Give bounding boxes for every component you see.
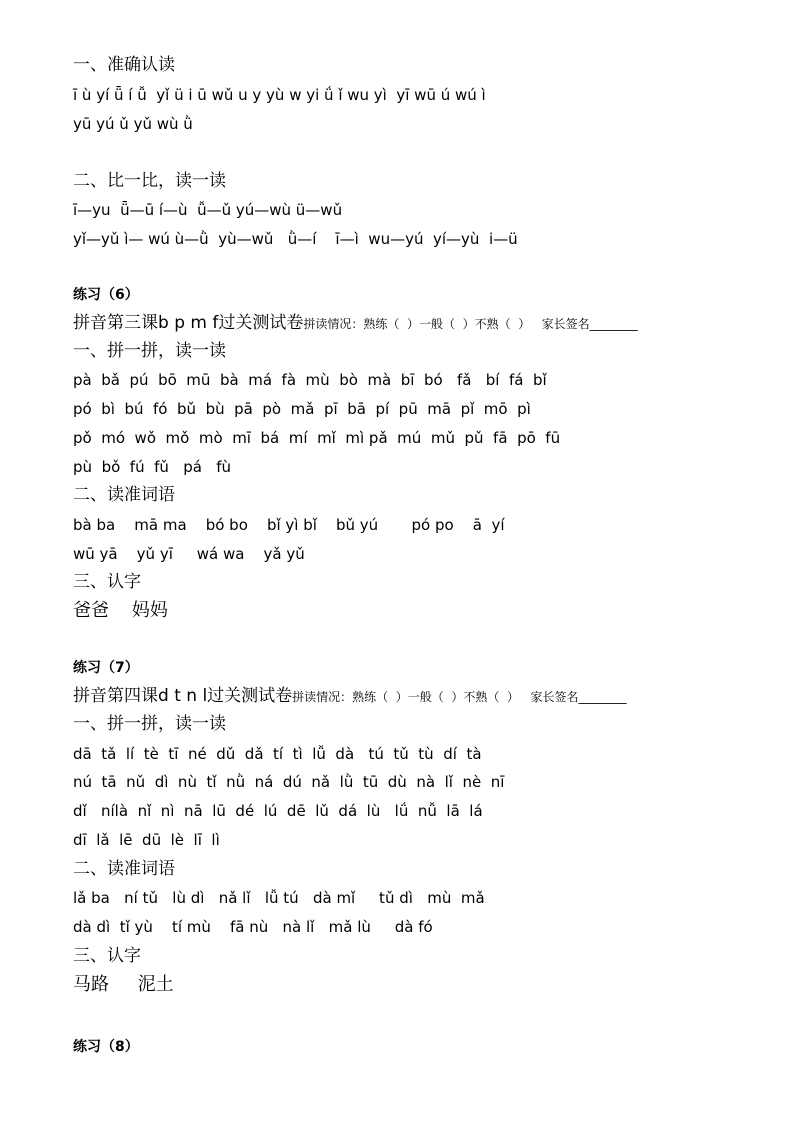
- pinyin-row: pó bì bú fó bǔ bù pā pò mǎ pī bā pí pū mā pǐ mō pì: [73, 400, 531, 418]
- pinyin-row: nú tā nǔ dì nù tǐ nǜ ná dú nǎ lǜ tū dù nà lǐ nè nī: [73, 773, 505, 791]
- heading: 二、比一比，读一读: [73, 171, 226, 191]
- pinyin-row: dī lǎ lē dū lè lī lì: [73, 831, 220, 849]
- pinyin-row: pǒ mó wǒ mǒ mò mī bá mí mǐ mì pǎ mú mǔ pǔ fā pō fū: [73, 429, 561, 447]
- pinyin-row: pà bǎ pú bō mū bà má fà mù bò mà bī bó fǎ bí fá bǐ: [73, 371, 547, 389]
- heading: 二、读准词语: [73, 485, 175, 505]
- word-row: dà dì tǐ yù tí mù fā nù nà lǐ mǎ lù dà fó: [73, 918, 433, 936]
- word-row: lǎ ba ní tǔ lù dì nǎ lǐ lǚ tú dà mǐ tǔ dì mù mǎ: [73, 889, 485, 907]
- word-row: bà ba mā ma bó bo bǐ yì bǐ bǔ yú pó po ā yí: [73, 516, 505, 534]
- characters: 爸爸 妈妈: [73, 600, 168, 621]
- heading: 三、认字: [73, 572, 141, 592]
- heading: 一、准确认读: [73, 55, 175, 75]
- pinyin-row: dǐ nílà nǐ nì nā lū dé lú dē lǔ dá lù lǘ nǚ lā lá: [73, 802, 483, 820]
- pinyin-row: pù bǒ fú fǔ pá fù: [73, 458, 232, 476]
- heading: 二、读准词语: [73, 859, 175, 879]
- status-text: 拼读情况：熟练（ ）一般（ ）不熟（ ） 家长签名________: [292, 690, 627, 704]
- heading: 三、认字: [73, 946, 141, 966]
- pinyin-row: ī—yu ǖ—ū í—ù ǚ—ǔ yú—wù ü—wǔ: [73, 201, 343, 219]
- characters: 马路 泥土: [73, 974, 174, 995]
- pinyin-row: yū yú ǔ yǔ wù ǜ: [73, 115, 193, 133]
- exercise-label: 练习（6）: [73, 287, 139, 303]
- pinyin-row: yǐ—yǔ ì— wú ù—ǜ yù—wǔ ǜ—í ī—ì wu—yú yí—yù i—ü: [73, 230, 518, 248]
- exercise-label: 练习（7）: [73, 660, 139, 676]
- pinyin-row: ī ù yí ǖ í ǚ yǐ ü i ū wǔ u y yù w yi ǘ ǐ wu yì yī wū ú wú ì: [73, 86, 486, 104]
- heading: 一、拼一拼，读一读: [73, 714, 226, 734]
- word-row: wū yā yǔ yī wá wa yǎ yǔ: [73, 545, 305, 563]
- title-text: 拼音第四课d t n l过关测试卷: [73, 686, 293, 706]
- exercise-label: 练习（8）: [73, 1039, 139, 1055]
- heading: 一、拼一拼，读一读: [73, 341, 226, 361]
- title-text: 拼音第三课b p m f过关测试卷: [73, 313, 304, 333]
- pinyin-row: dā tǎ lí tè tī né dǔ dǎ tí tì lǚ dà tú tǔ tù dí tà: [73, 745, 482, 763]
- test-title: [73, 686, 627, 707]
- test-title: [73, 313, 638, 334]
- status-text: 拼读情况：熟练（ ）一般（ ）不熟（ ） 家长签名________: [303, 317, 638, 331]
